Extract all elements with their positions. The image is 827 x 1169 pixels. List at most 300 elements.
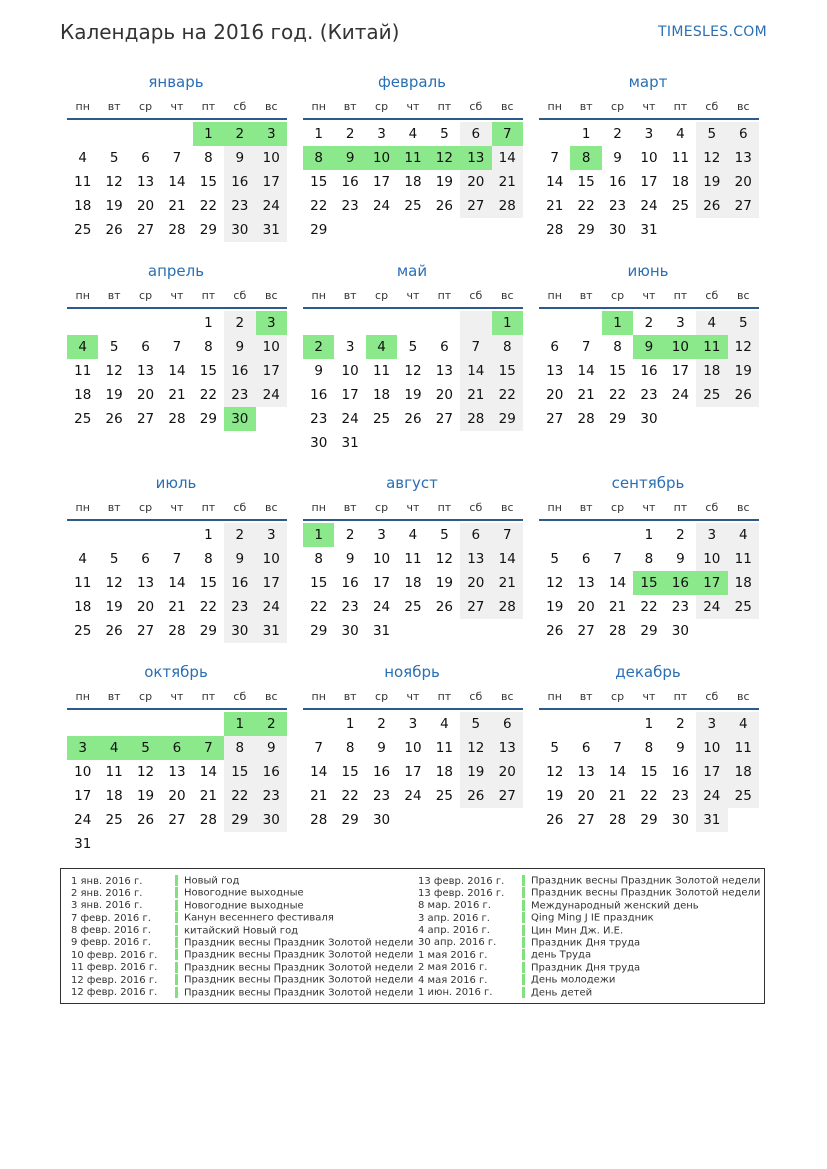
legend-column-left <box>71 875 413 999</box>
weekday-label: пн <box>311 100 326 113</box>
weekday-label: вт <box>343 289 357 302</box>
legend-row <box>418 875 760 887</box>
day-cell: 19 <box>136 788 155 804</box>
legend-date: 10 февр. 2016 г. <box>71 949 158 961</box>
day-cell: 26 <box>435 198 453 214</box>
day-cell: 2 <box>303 335 334 359</box>
weekday-label: пт <box>673 100 688 113</box>
day-cell: 23 <box>608 198 627 214</box>
day-cell: 2 <box>377 716 386 732</box>
day-cell: 29 <box>199 411 217 427</box>
day-cell: 8 <box>314 551 323 567</box>
empty-cell <box>161 523 192 547</box>
weekday-label: вт <box>343 501 357 514</box>
day-cell: 23 <box>671 788 689 804</box>
day-cell: 15 <box>224 760 255 784</box>
legend-marker <box>522 962 525 973</box>
day-cell: 2 <box>613 126 622 142</box>
day-cell: 10 <box>665 335 696 359</box>
day-cell: 12 <box>429 146 460 170</box>
day-cell: 9 <box>377 740 386 756</box>
weekday-label: вт <box>343 100 357 113</box>
day-cell: 9 <box>224 547 255 571</box>
day-cell: 4 <box>728 712 759 736</box>
legend-holiday-name: День молодежи <box>531 974 616 986</box>
day-cell: 27 <box>168 812 186 828</box>
day-cell: 19 <box>105 198 123 214</box>
day-cell: 20 <box>136 387 155 403</box>
brand-link[interactable]: TIMESLES.COM <box>658 24 767 40</box>
legend-date: 1 мая 2016 г. <box>418 949 488 961</box>
day-cell: 12 <box>105 363 123 379</box>
day-cell: 21 <box>310 788 328 804</box>
empty-cell <box>161 311 192 335</box>
day-cell: 16 <box>224 359 255 383</box>
day-cell: 12 <box>105 575 123 591</box>
weekday-label: чт <box>642 501 656 514</box>
day-cell: 5 <box>550 551 559 567</box>
day-cell: 29 <box>310 623 328 639</box>
month-9 <box>67 662 287 856</box>
legend-marker <box>522 887 525 898</box>
legend-date: 11 февр. 2016 г. <box>71 962 158 974</box>
day-cell: 18 <box>74 387 92 403</box>
day-cell: 25 <box>404 198 422 214</box>
day-cell: 28 <box>460 407 491 431</box>
day-cell: 20 <box>728 170 759 194</box>
day-cell: 20 <box>435 387 453 403</box>
day-cell: 14 <box>199 764 217 780</box>
day-cell: 14 <box>608 764 627 780</box>
day-cell: 5 <box>440 126 449 142</box>
weekday-label: пт <box>201 289 216 302</box>
day-cell: 23 <box>224 194 255 218</box>
day-cell: 20 <box>168 788 186 804</box>
day-cell: 8 <box>492 335 523 359</box>
day-cell: 17 <box>256 170 287 194</box>
day-cell: 24 <box>341 411 359 427</box>
weekday-label: пн <box>547 690 562 703</box>
day-cell: 24 <box>640 198 658 214</box>
day-cell: 10 <box>640 150 658 166</box>
day-cell: 22 <box>199 198 217 214</box>
empty-cell <box>130 122 161 146</box>
weekday-label: ср <box>611 100 625 113</box>
legend-row <box>71 900 413 912</box>
day-cell: 24 <box>372 198 391 214</box>
day-cell: 31 <box>341 435 359 451</box>
month-name: февраль <box>377 73 447 91</box>
day-cell: 5 <box>408 339 418 355</box>
day-cell: 30 <box>640 411 658 427</box>
weekday-label: вт <box>579 501 593 514</box>
day-cell: 19 <box>105 599 123 615</box>
day-cell: 25 <box>74 222 92 238</box>
day-cell: 8 <box>644 740 654 756</box>
day-cell: 14 <box>492 146 523 170</box>
day-cell: 5 <box>109 551 119 567</box>
day-cell: 12 <box>136 764 155 780</box>
weekday-label: вс <box>500 501 514 514</box>
legend-row <box>71 987 413 999</box>
day-cell: 15 <box>608 363 627 379</box>
day-cell: 19 <box>546 788 564 804</box>
legend-row <box>71 925 413 937</box>
empty-cell <box>429 808 460 832</box>
weekday-label: пт <box>437 100 452 113</box>
empty-cell <box>492 218 523 242</box>
weekday-label: пт <box>673 501 688 514</box>
day-cell: 26 <box>460 784 491 808</box>
legend-holiday-name: Новогодние выходные <box>184 887 304 899</box>
weekday-label: вс <box>264 100 278 113</box>
weekday-label: вт <box>579 289 593 302</box>
day-cell: 25 <box>404 599 422 615</box>
weekday-label: сб <box>469 690 483 703</box>
empty-cell <box>366 431 397 455</box>
empty-cell <box>460 311 491 335</box>
empty-cell <box>696 407 727 431</box>
day-cell: 30 <box>256 808 287 832</box>
day-cell: 6 <box>460 523 491 547</box>
day-cell: 30 <box>341 623 359 639</box>
empty-cell <box>492 619 523 643</box>
day-cell: 26 <box>435 599 453 615</box>
day-cell: 21 <box>199 788 217 804</box>
day-cell: 13 <box>577 575 595 591</box>
month-2 <box>539 72 759 242</box>
day-cell: 31 <box>74 836 92 852</box>
day-cell: 1 <box>224 712 255 736</box>
legend-row <box>418 962 760 974</box>
day-cell: 20 <box>136 198 155 214</box>
day-cell: 27 <box>460 595 491 619</box>
legend-date: 8 мар. 2016 г. <box>418 900 491 912</box>
weekday-label: вт <box>579 690 593 703</box>
day-cell: 19 <box>435 174 453 190</box>
day-cell: 21 <box>492 571 523 595</box>
day-grid <box>539 712 759 832</box>
day-cell: 27 <box>577 623 595 639</box>
day-cell: 17 <box>696 760 727 784</box>
legend-row <box>71 937 413 949</box>
weekday-label: чт <box>642 100 656 113</box>
legend-holiday-name: Цин Мин Дж. И.Е. <box>531 925 624 937</box>
legend-date: 13 февр. 2016 г. <box>418 887 505 899</box>
empty-cell <box>602 523 633 547</box>
day-cell: 1 <box>314 126 323 142</box>
weekday-label: ср <box>139 100 153 113</box>
day-cell: 12 <box>435 551 453 567</box>
weekday-label: чт <box>406 289 420 302</box>
legend-row <box>71 949 413 961</box>
month-5 <box>539 261 759 431</box>
empty-cell <box>539 712 570 736</box>
day-cell: 16 <box>341 575 359 591</box>
weekday-label: вт <box>343 690 357 703</box>
day-cell: 9 <box>334 146 365 170</box>
day-cell: 1 <box>303 523 334 547</box>
day-cell: 20 <box>577 788 595 804</box>
day-cell: 22 <box>640 788 658 804</box>
day-cell: 31 <box>640 222 658 238</box>
empty-cell <box>98 712 129 736</box>
day-cell: 30 <box>671 623 689 639</box>
day-cell: 18 <box>105 788 123 804</box>
day-cell: 9 <box>256 736 287 760</box>
weekday-label: сб <box>705 690 719 703</box>
day-cell: 30 <box>671 812 689 828</box>
legend-date: 2 мая 2016 г. <box>418 962 488 974</box>
day-cell: 16 <box>256 760 287 784</box>
day-cell: 18 <box>74 599 92 615</box>
day-cell: 3 <box>256 311 287 335</box>
day-cell: 18 <box>404 575 422 591</box>
day-grid <box>303 523 523 643</box>
weekday-label: сб <box>233 690 247 703</box>
empty-cell <box>334 218 365 242</box>
weekday-label: вт <box>107 501 121 514</box>
legend-marker <box>522 912 525 923</box>
weekday-label: ср <box>611 289 625 302</box>
weekday-header <box>303 285 523 309</box>
weekday-header <box>67 686 287 710</box>
weekday-label: чт <box>170 690 184 703</box>
legend-marker <box>175 887 178 898</box>
empty-cell <box>193 712 224 736</box>
day-cell: 21 <box>577 387 595 403</box>
day-cell: 25 <box>372 411 391 427</box>
legend-marker <box>175 912 178 923</box>
day-cell: 7 <box>172 150 182 166</box>
weekday-label: пт <box>437 289 452 302</box>
day-cell: 6 <box>581 551 591 567</box>
empty-cell <box>570 523 601 547</box>
day-cell: 28 <box>608 623 627 639</box>
legend-row <box>418 949 760 961</box>
day-cell: 9 <box>633 335 664 359</box>
day-cell: 14 <box>492 547 523 571</box>
weekday-label: чт <box>406 501 420 514</box>
day-cell: 18 <box>728 760 759 784</box>
legend-row <box>418 937 760 949</box>
weekday-label: вт <box>107 289 121 302</box>
day-cell: 4 <box>366 335 397 359</box>
day-cell: 2 <box>345 126 355 142</box>
empty-cell <box>67 122 98 146</box>
day-cell: 28 <box>168 623 186 639</box>
weekday-label: сб <box>469 289 483 302</box>
legend-holiday-name: китайский Новый год <box>184 925 299 937</box>
weekday-label: вс <box>264 501 278 514</box>
day-cell: 7 <box>172 339 182 355</box>
day-cell: 28 <box>492 595 523 619</box>
day-cell: 2 <box>224 523 255 547</box>
day-grid <box>539 122 759 242</box>
day-cell: 17 <box>74 788 92 804</box>
day-cell: 29 <box>199 222 217 238</box>
day-cell: 5 <box>109 150 119 166</box>
day-cell: 18 <box>696 359 727 383</box>
legend-marker <box>522 974 525 985</box>
empty-cell <box>397 311 428 335</box>
empty-cell <box>570 712 601 736</box>
weekday-label: сб <box>233 100 247 113</box>
day-cell: 26 <box>105 222 123 238</box>
empty-cell <box>460 218 491 242</box>
day-cell: 1 <box>644 716 654 732</box>
day-cell: 8 <box>204 339 213 355</box>
empty-cell <box>429 218 460 242</box>
day-cell: 13 <box>136 174 155 190</box>
day-cell: 30 <box>224 407 255 431</box>
day-cell: 14 <box>168 575 186 591</box>
day-cell: 7 <box>581 339 591 355</box>
day-cell: 16 <box>372 764 391 780</box>
day-cell: 1 <box>204 315 213 331</box>
weekday-label: чт <box>642 690 656 703</box>
weekday-header <box>67 497 287 521</box>
day-cell: 4 <box>696 311 727 335</box>
weekday-header <box>67 285 287 309</box>
day-grid <box>539 523 759 643</box>
legend-marker <box>522 925 525 936</box>
day-cell: 28 <box>199 812 217 828</box>
day-cell: 31 <box>256 218 287 242</box>
day-cell: 7 <box>492 523 523 547</box>
day-cell: 10 <box>256 146 287 170</box>
day-cell: 21 <box>608 788 627 804</box>
day-cell: 25 <box>105 812 123 828</box>
day-cell: 11 <box>397 146 428 170</box>
day-cell: 17 <box>671 363 689 379</box>
day-cell: 20 <box>460 170 491 194</box>
empty-cell <box>256 407 287 431</box>
day-cell: 29 <box>199 623 217 639</box>
empty-cell <box>696 218 727 242</box>
day-cell: 1 <box>204 527 213 543</box>
empty-cell <box>67 523 98 547</box>
legend-row <box>418 974 760 986</box>
day-cell: 24 <box>671 387 689 403</box>
day-cell: 5 <box>550 740 559 756</box>
legend-marker <box>175 937 178 948</box>
day-cell: 7 <box>492 122 523 146</box>
day-cell: 6 <box>141 551 150 567</box>
day-cell: 12 <box>546 764 564 780</box>
day-cell: 21 <box>168 387 186 403</box>
day-cell: 5 <box>728 311 759 335</box>
weekday-label: ср <box>375 690 389 703</box>
day-cell: 15 <box>310 174 328 190</box>
weekday-header <box>539 497 759 521</box>
day-cell: 27 <box>136 623 155 639</box>
day-cell: 13 <box>435 363 453 379</box>
day-cell: 23 <box>640 387 658 403</box>
day-cell: 24 <box>372 599 391 615</box>
day-cell: 14 <box>577 363 595 379</box>
day-cell: 4 <box>98 736 129 760</box>
day-cell: 5 <box>696 122 727 146</box>
day-cell: 10 <box>256 547 287 571</box>
empty-cell <box>429 431 460 455</box>
day-cell: 9 <box>224 146 255 170</box>
weekday-label: пт <box>201 690 216 703</box>
day-cell: 18 <box>435 764 453 780</box>
weekday-label: вт <box>579 100 593 113</box>
legend-holiday-name: Праздник весны Праздник Золотой недели <box>184 962 414 974</box>
day-cell: 20 <box>136 599 155 615</box>
day-cell: 15 <box>640 764 658 780</box>
day-cell: 22 <box>341 788 359 804</box>
day-cell: 14 <box>546 174 564 190</box>
legend-marker <box>175 962 178 973</box>
day-grid <box>67 122 287 242</box>
weekday-label: пн <box>75 501 90 514</box>
day-cell: 1 <box>602 311 633 335</box>
weekday-label: пт <box>201 100 216 113</box>
weekday-label: вс <box>500 100 514 113</box>
legend-date: 3 янв. 2016 г. <box>71 900 143 912</box>
day-cell: 26 <box>728 383 759 407</box>
legend-date: 9 февр. 2016 г. <box>71 937 151 949</box>
day-cell: 17 <box>696 571 727 595</box>
weekday-label: пн <box>547 289 562 302</box>
legend-date: 13 февр. 2016 г. <box>418 875 505 887</box>
day-cell: 16 <box>640 363 658 379</box>
day-cell: 29 <box>640 812 658 828</box>
empty-cell <box>492 431 523 455</box>
day-cell: 17 <box>404 764 422 780</box>
day-cell: 11 <box>671 150 689 166</box>
weekday-label: вс <box>500 690 514 703</box>
empty-cell <box>728 218 759 242</box>
day-cell: 5 <box>130 736 161 760</box>
weekday-label: сб <box>705 501 719 514</box>
legend-holiday-name: Праздник весны Праздник Золотой недели <box>184 937 414 949</box>
day-cell: 27 <box>435 411 453 427</box>
day-cell: 18 <box>74 198 92 214</box>
day-cell: 4 <box>408 126 418 142</box>
day-cell: 5 <box>109 339 119 355</box>
day-cell: 21 <box>460 383 491 407</box>
empty-cell <box>303 712 334 736</box>
day-cell: 24 <box>256 383 287 407</box>
day-cell: 8 <box>303 146 334 170</box>
day-cell: 10 <box>366 146 397 170</box>
empty-cell <box>665 407 696 431</box>
month-name: декабрь <box>615 663 681 681</box>
day-cell: 14 <box>608 575 627 591</box>
month-10 <box>303 662 523 832</box>
day-cell: 24 <box>696 784 727 808</box>
day-grid <box>67 311 287 431</box>
day-cell: 15 <box>577 174 595 190</box>
day-cell: 3 <box>256 523 287 547</box>
day-cell: 5 <box>460 712 491 736</box>
day-cell: 1 <box>581 126 591 142</box>
day-cell: 31 <box>256 619 287 643</box>
month-0 <box>67 72 287 242</box>
weekday-label: ср <box>611 690 625 703</box>
day-cell: 6 <box>460 122 491 146</box>
legend-date: 30 апр. 2016 г. <box>418 937 497 949</box>
day-cell: 13 <box>728 146 759 170</box>
empty-cell <box>492 808 523 832</box>
legend-holiday-name: день Труда <box>531 949 592 961</box>
empty-cell <box>602 712 633 736</box>
empty-cell <box>98 832 129 856</box>
